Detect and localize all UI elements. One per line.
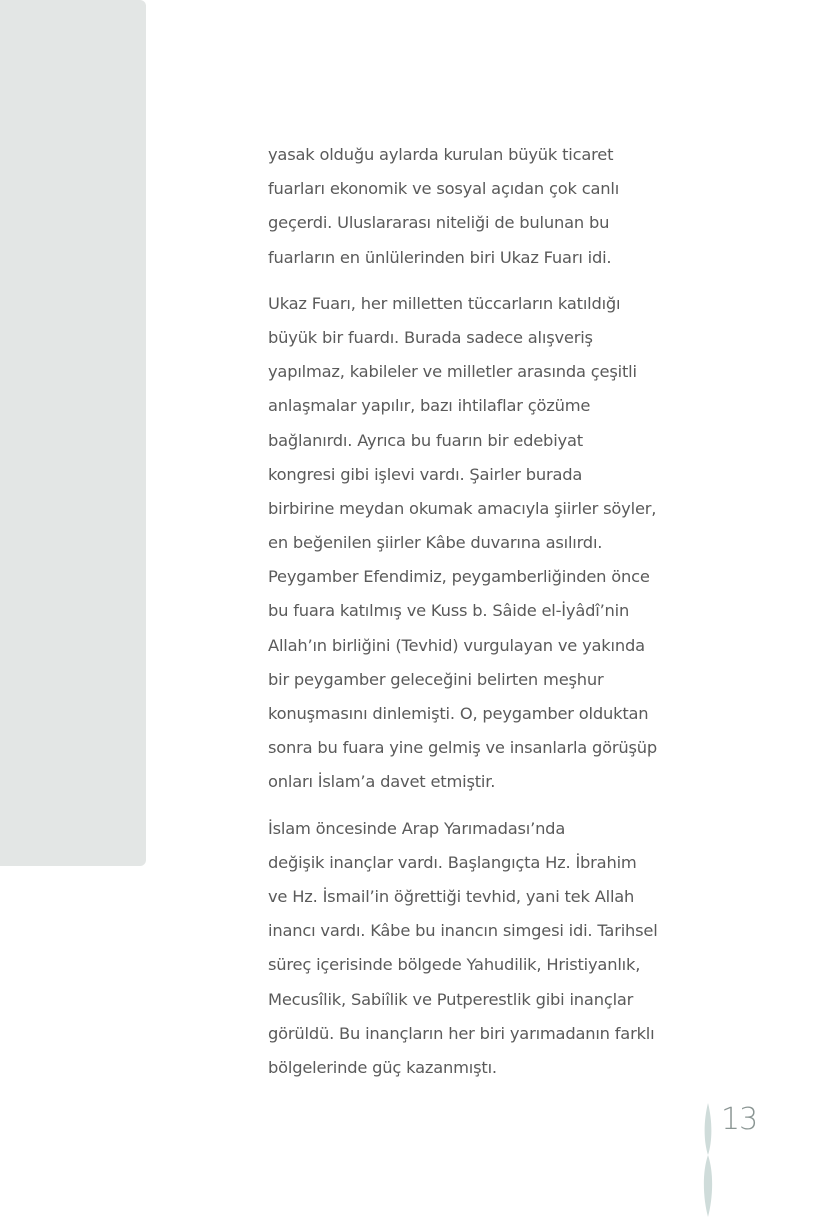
text-line: Ukaz Fuarı, her milletten tüccarların katıldığı bbox=[268, 293, 621, 313]
text-line: bir peygamber geleceğini belirten meşhur bbox=[268, 669, 604, 689]
text-line: İslam öncesinde Arap Yarımadası’nda bbox=[268, 818, 566, 838]
text-line: inancı vardı. Kâbe bu inancın simgesi idi. Tarihsel bbox=[268, 921, 658, 941]
leaf-ornament-icon bbox=[697, 1103, 719, 1217]
text-line: en beğenilen şiirler Kâbe duvarına asılırdı. bbox=[268, 533, 603, 553]
text-line: Mecusîlik, Sabiîlik ve Putperestlik gibi inançlar bbox=[268, 989, 634, 1009]
text-line: Peygamber Efendimiz, peygamberliğinden önce bbox=[268, 567, 650, 587]
text-line: anlaşmalar yapılır, bazı ihtilaflar çözüme bbox=[268, 396, 591, 416]
paragraph bbox=[268, 814, 708, 1088]
text-line: geçerdi. Uluslararası niteliği de bulunan bu bbox=[268, 213, 610, 233]
text-line: süreç içerisinde bölgede Yahudilik, Hristiyanlık, bbox=[268, 955, 641, 975]
paragraph bbox=[268, 289, 708, 802]
text-line: yasak olduğu aylarda kurulan büyük ticaret bbox=[268, 145, 614, 164]
text-line: görüldü. Bu inançların her biri yarımadanın farklı bbox=[268, 1023, 655, 1043]
text-line: büyük bir fuardı. Burada sadece alışveriş bbox=[268, 327, 593, 347]
body-text bbox=[268, 140, 708, 1099]
text-line: bölgelerinde güç kazanmıştı. bbox=[268, 1057, 497, 1077]
text-line: konuşmasını dinlemişti. O, peygamber olduktan bbox=[268, 704, 649, 723]
text-line: fuarları ekonomik ve sosyal açıdan çok canlı bbox=[268, 179, 620, 199]
text-line: yapılmaz, kabileler ve milletler arasında çeşitli bbox=[268, 362, 637, 382]
text-line: ve Hz. İsmail’in öğrettiği tevhid, yani tek Allah bbox=[268, 886, 635, 906]
text-line: birbirine meydan okumak amacıyla şiirler söyler, bbox=[268, 498, 657, 518]
margin-block bbox=[0, 0, 146, 866]
page-number: 13 bbox=[721, 1102, 758, 1137]
text-line: bu fuara katılmış ve Kuss b. Sâide el-İyâdî’nin bbox=[268, 601, 630, 621]
text-line: onları İslam’a davet etmiştir. bbox=[268, 772, 496, 792]
paragraph bbox=[268, 140, 708, 277]
text-line: bağlanırdı. Ayrıca bu fuarın bir edebiyat bbox=[268, 430, 583, 450]
text-line: fuarların en ünlülerinden biri Ukaz Fuarı idi. bbox=[268, 247, 612, 267]
text-line: değişik inançlar vardı. Başlangıçta Hz. İbrahim bbox=[268, 852, 637, 872]
text-line: sonra bu fuara yine gelmiş ve insanlarla görüşüp bbox=[268, 738, 658, 758]
text-line: kongresi gibi işlevi vardı. Şairler burada bbox=[268, 464, 583, 484]
text-line: Allah’ın birliğini (Tevhid) vurgulayan ve yakında bbox=[268, 635, 645, 655]
